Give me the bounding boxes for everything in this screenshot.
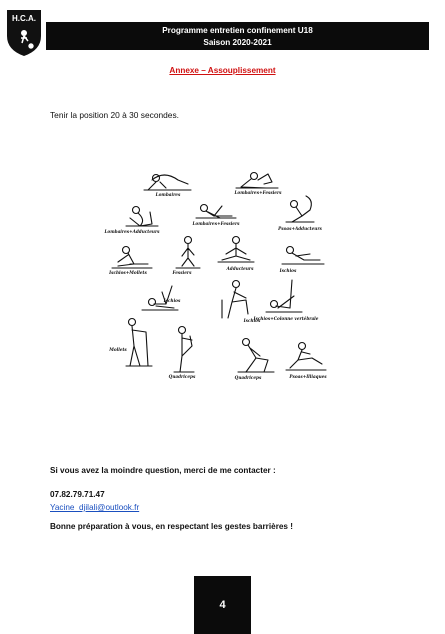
stretch-figure-1 <box>144 175 191 191</box>
instruction-text: Tenir la position 20 à 30 secondes. <box>50 110 179 120</box>
stretch-label: Psoas+Adducteurs <box>278 226 322 231</box>
stretch-figure-14 <box>174 327 194 373</box>
logo-text: H.C.A. <box>12 14 36 23</box>
stretching-illustration <box>96 160 352 396</box>
stretch-label: Lombaires+Adducteurs <box>104 229 160 234</box>
contact-question: Si vous avez la moindre question, merci de me contacter : <box>50 466 276 475</box>
contact-email-link[interactable]: Yacine_djilali@outlook.fr <box>50 503 140 512</box>
closing-message: Bonne préparation à vous, en respectant les gestes barrières ! <box>50 522 293 531</box>
stretch-figure-2 <box>236 173 278 189</box>
club-logo <box>4 8 44 58</box>
stretch-figure-7 <box>176 237 200 269</box>
stretch-label: Lombaires+Fessiers <box>234 190 282 195</box>
club-crest-icon <box>4 8 44 58</box>
annex-title: Annexe – Assouplissement <box>169 66 276 75</box>
header-title: Programme entretien confinement U18 <box>162 26 313 35</box>
stretch-label: Adducteurs <box>226 266 254 271</box>
stretch-label: Ischios+Colonne vertébrale <box>253 316 319 321</box>
stretch-label: Lombaires <box>155 192 181 197</box>
stretch-label: Quadriceps <box>168 374 196 379</box>
stretch-figure-12 <box>266 280 302 312</box>
stretch-label: Mollets <box>109 347 127 352</box>
header-bar <box>46 22 429 50</box>
stretch-label: Fessiers <box>172 270 192 275</box>
stretch-figure-11 <box>222 281 248 319</box>
stretch-label: Lombaires+Fessiers <box>192 221 240 226</box>
stretch-figure-3 <box>126 207 158 227</box>
contact-phone: 07.82.79.71.47 <box>50 490 105 499</box>
stretch-figure-6 <box>112 247 152 269</box>
stretch-label: Ischios+Mollets <box>109 270 147 275</box>
stretch-figure-15 <box>238 339 274 373</box>
stretch-figure-16 <box>286 343 326 371</box>
stretch-label: Ischios <box>243 318 261 323</box>
stretch-label: Quadriceps <box>234 375 262 380</box>
stretch-figure-13 <box>126 319 152 367</box>
stretch-label: Ischios <box>163 298 181 303</box>
page-number: 4 <box>194 576 251 634</box>
stretch-figure-5 <box>286 196 314 222</box>
stretch-figure-9 <box>282 247 324 265</box>
stretch-label: Ischios <box>279 268 297 273</box>
stretch-label: Psoas+Illiaques <box>289 374 327 379</box>
stretch-figure-8 <box>218 237 254 263</box>
stretch-figure-4 <box>196 205 236 219</box>
header-season: Saison 2020-2021 <box>203 38 272 47</box>
